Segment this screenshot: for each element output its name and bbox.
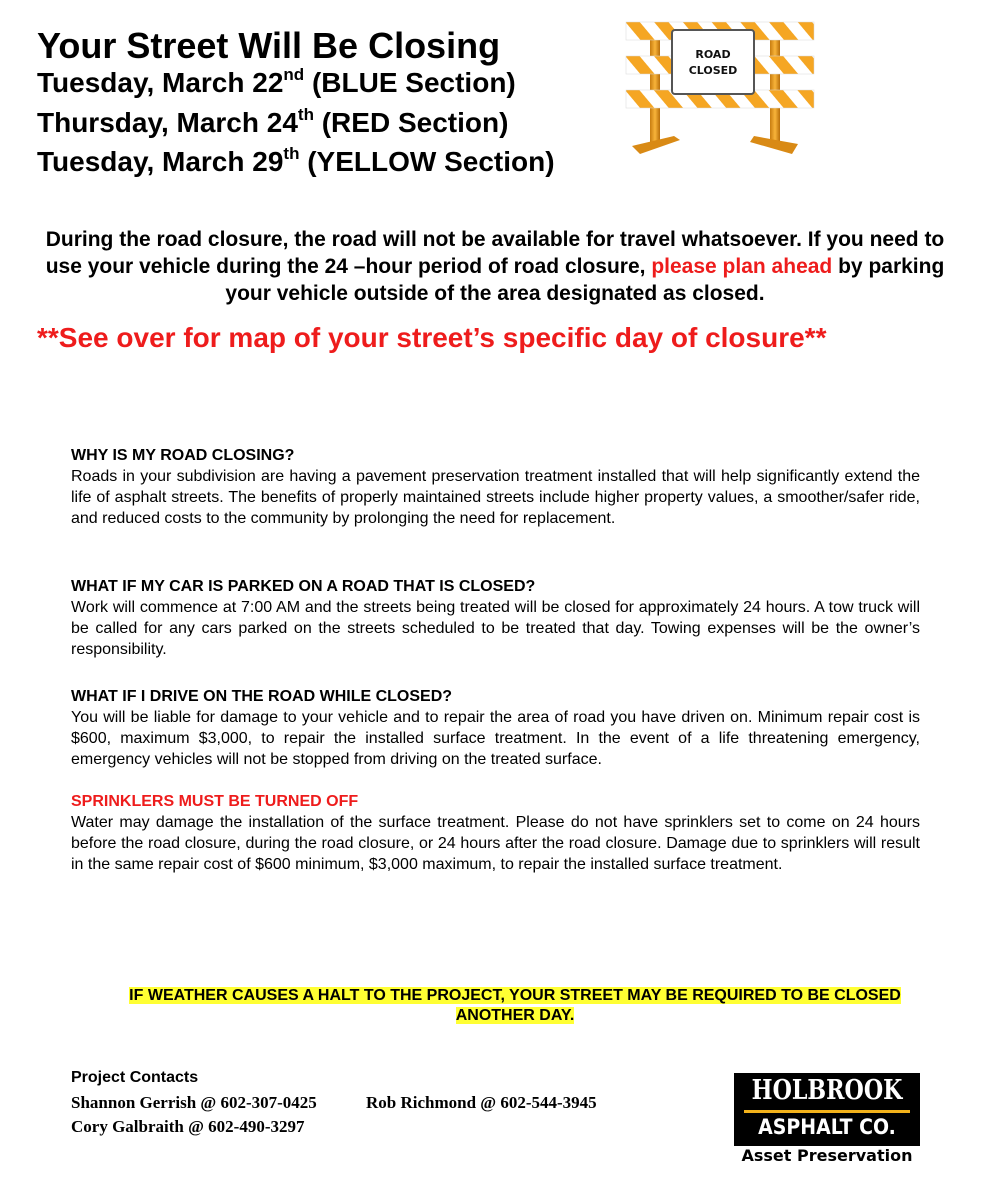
faq-answer: Water may damage the installation of the surface treatment. Please do not have sprinklers set to come on 24 hours before the road closure, during the road closure, or 24 hours after the road closure. Damage due to sprinklers will result in the same repair cost of $600 minimum, $3,000 maximum, to repair the installed surface treatment. — [71, 814, 920, 873]
contacts-heading: Project Contacts — [71, 1069, 199, 1086]
closure-date-yellow: Tuesday, March 29th (YELLOW Section) — [37, 143, 555, 177]
contact-cory-galbraith: Cory Galbraith @ 602-490-3297 — [71, 1117, 305, 1136]
faq-why-closing — [71, 445, 920, 529]
logo-name: HOLBROOK — [751, 1075, 903, 1106]
see-over-notice: **See over for map of your street’s specific day of closure** — [37, 322, 827, 353]
logo-company: ASPHALT CO. — [758, 1115, 896, 1139]
page-title: Your Street Will Be Closing — [37, 25, 501, 66]
closure-notice: During the road closure, the road will not be available for travel whatsoever. If you need to use your vehicle during the 24 –hour period of road closure, please plan ahead by parking your vehicle outside of the area designated as closed. — [45, 228, 945, 305]
holbrook-logo — [734, 1073, 920, 1166]
contact-shannon-gerrish: Shannon Gerrish @ 602-307-0425 — [71, 1093, 317, 1112]
faq-answer: Roads in your subdivision are having a pavement preservation treatment installed that will help significantly extend the life of asphalt streets. The benefits of properly maintained streets include higher property values, a smoother/safer ride, and reduced costs to the community by prolonging the need for replacement. — [71, 468, 920, 527]
plan-ahead-highlight: please plan ahead — [651, 255, 833, 278]
sign-text-road: ROAD — [695, 48, 731, 61]
faq-question: WHAT IF MY CAR IS PARKED ON A ROAD THAT IS CLOSED? — [71, 578, 536, 595]
faq-question: WHY IS MY ROAD CLOSING? — [71, 447, 295, 464]
faq-sprinklers — [71, 791, 920, 875]
road-closed-barricade-icon — [622, 18, 817, 160]
faq-question: WHAT IF I DRIVE ON THE ROAD WHILE CLOSED? — [71, 688, 453, 705]
faq-answer: Work will commence at 7:00 AM and the streets being treated will be closed for approximately 24 hours. A tow truck will be called for any cars parked on the streets scheduled to be treated that day. Towing expenses will be the owner’s responsibility. — [71, 599, 920, 658]
logo-tagline: Asset Preservation — [741, 1146, 913, 1165]
sign-text-closed: CLOSED — [688, 64, 738, 77]
faq-question: SPRINKLERS MUST BE TURNED OFF — [71, 793, 359, 810]
faq-answer: You will be liable for damage to your vehicle and to repair the area of road you have driven on. Minimum repair cost is $600, maximum $3,000, to repair the installed surface treatment. In the event of a life threatening emergency, emergency vehicles will not be stopped from driving on the treated surface. — [71, 709, 920, 768]
closure-date-red: Thursday, March 24th (RED Section) — [37, 104, 509, 138]
contact-rob-richmond: Rob Richmond @ 602-544-3945 — [366, 1093, 597, 1112]
faq-car-parked — [71, 576, 920, 660]
logo-stripe — [744, 1110, 910, 1113]
weather-notice: IF WEATHER CAUSES A HALT TO THE PROJECT, YOUR STREET MAY BE REQUIRED TO BE CLOSED ANOTHER DAY. — [129, 987, 901, 1024]
faq-drive-while-closed — [71, 686, 920, 770]
closure-date-blue: Tuesday, March 22nd (BLUE Section) — [37, 64, 516, 98]
